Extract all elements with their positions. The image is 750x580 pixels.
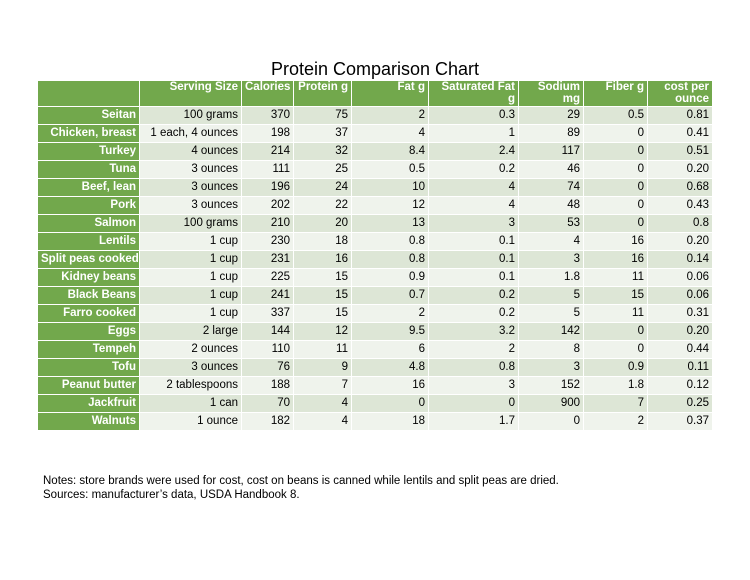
table-cell: 210 [242, 215, 294, 233]
table-cell: 15 [294, 305, 352, 323]
table-cell: 117 [519, 143, 584, 161]
table-cell: 0.5 [352, 161, 429, 179]
table-cell: 20 [294, 215, 352, 233]
table-cell: 0.9 [584, 359, 648, 377]
table-cell: 230 [242, 233, 294, 251]
table-cell: 15 [294, 287, 352, 305]
column-header [38, 81, 140, 107]
table-row [38, 143, 713, 161]
table-cell: 46 [519, 161, 584, 179]
table-row [38, 395, 713, 413]
table-cell: 2 tablespoons [140, 377, 242, 395]
table-cell: 152 [519, 377, 584, 395]
table-cell: 0.20 [648, 161, 713, 179]
row-header-cell: Tuna [38, 161, 140, 179]
row-header-cell: Black Beans [38, 287, 140, 305]
table-cell: 3 [519, 251, 584, 269]
table-cell: 3.2 [429, 323, 519, 341]
row-header-cell: Tofu [38, 359, 140, 377]
table-cell: 8 [519, 341, 584, 359]
row-header-cell: Jackfruit [38, 395, 140, 413]
table-cell: 2 [429, 341, 519, 359]
table-cell: 0.37 [648, 413, 713, 431]
table-cell: 0.25 [648, 395, 713, 413]
table-cell: 110 [242, 341, 294, 359]
table-cell: 74 [519, 179, 584, 197]
table-cell: 0.7 [352, 287, 429, 305]
table-cell: 10 [352, 179, 429, 197]
table-cell: 0 [584, 143, 648, 161]
table-cell: 1.8 [584, 377, 648, 395]
table-cell: 5 [519, 287, 584, 305]
table-cell: 0 [584, 323, 648, 341]
table-row [38, 197, 713, 215]
table-cell: 3 ounces [140, 179, 242, 197]
table-cell: 0 [429, 395, 519, 413]
table-cell: 0 [584, 125, 648, 143]
table-cell: 142 [519, 323, 584, 341]
table-cell: 3 [429, 215, 519, 233]
row-header-cell: Peanut butter [38, 377, 140, 395]
table-cell: 1 cup [140, 233, 242, 251]
table-row [38, 125, 713, 143]
table-cell: 4 [294, 395, 352, 413]
table-cell: 1 each, 4 ounces [140, 125, 242, 143]
table-cell: 4 [429, 197, 519, 215]
table-cell: 0.2 [429, 287, 519, 305]
table-cell: 0.2 [429, 161, 519, 179]
table-cell: 1 cup [140, 269, 242, 287]
table-cell: 0 [584, 341, 648, 359]
table-row [38, 215, 713, 233]
table-row [38, 161, 713, 179]
table-header-row [38, 81, 713, 107]
table-cell: 4 [519, 233, 584, 251]
table-cell: 1.7 [429, 413, 519, 431]
table-cell: 0.20 [648, 323, 713, 341]
table-cell: 11 [584, 305, 648, 323]
column-header: Fat g [352, 81, 429, 107]
table-cell: 0.06 [648, 287, 713, 305]
table-cell: 188 [242, 377, 294, 395]
column-header: Fiber g [584, 81, 648, 107]
table-cell: 0.81 [648, 107, 713, 125]
row-header-cell: Walnuts [38, 413, 140, 431]
table-row [38, 377, 713, 395]
table-cell: 0.1 [429, 251, 519, 269]
table-cell: 0.5 [584, 107, 648, 125]
table-cell: 1 cup [140, 287, 242, 305]
table-row [38, 413, 713, 431]
table-cell: 214 [242, 143, 294, 161]
column-header: Saturated Fat g [429, 81, 519, 107]
table-cell: 0 [519, 413, 584, 431]
table-row [38, 251, 713, 269]
table-body [38, 107, 713, 431]
table-cell: 1 cup [140, 305, 242, 323]
table-cell: 1.8 [519, 269, 584, 287]
table-cell: 1 can [140, 395, 242, 413]
table-cell: 3 ounces [140, 161, 242, 179]
table-cell: 75 [294, 107, 352, 125]
table-cell: 337 [242, 305, 294, 323]
table-cell: 0 [584, 215, 648, 233]
table-row [38, 179, 713, 197]
table-cell: 0.43 [648, 197, 713, 215]
table-row [38, 107, 713, 125]
table-cell: 0.9 [352, 269, 429, 287]
row-header-cell: Tempeh [38, 341, 140, 359]
table-cell: 0.1 [429, 269, 519, 287]
column-header: Protein g [294, 81, 352, 107]
table-cell: 0.31 [648, 305, 713, 323]
table-cell: 0.1 [429, 233, 519, 251]
table-cell: 18 [352, 413, 429, 431]
table-row [38, 287, 713, 305]
table-cell: 0.12 [648, 377, 713, 395]
table-cell: 0.8 [648, 215, 713, 233]
table-cell: 0 [584, 179, 648, 197]
table-cell: 12 [294, 323, 352, 341]
table-cell: 70 [242, 395, 294, 413]
table-cell: 0.8 [429, 359, 519, 377]
table-cell: 2 large [140, 323, 242, 341]
table-cell: 3 [519, 359, 584, 377]
table-cell: 16 [352, 377, 429, 395]
table-cell: 0.20 [648, 233, 713, 251]
table-cell: 24 [294, 179, 352, 197]
table-cell: 0.3 [429, 107, 519, 125]
table-cell: 29 [519, 107, 584, 125]
table-cell: 32 [294, 143, 352, 161]
table-cell: 0.14 [648, 251, 713, 269]
table-cell: 4 [429, 179, 519, 197]
row-header-cell: Seitan [38, 107, 140, 125]
table-cell: 0 [584, 197, 648, 215]
row-header-cell: Split peas cooked [38, 251, 140, 269]
table-cell: 8.4 [352, 143, 429, 161]
notes-block [43, 474, 559, 502]
row-header-cell: Lentils [38, 233, 140, 251]
table-cell: 11 [584, 269, 648, 287]
row-header-cell: Farro cooked [38, 305, 140, 323]
table-row [38, 269, 713, 287]
table-cell: 89 [519, 125, 584, 143]
table-cell: 9 [294, 359, 352, 377]
row-header-cell: Eggs [38, 323, 140, 341]
table-cell: 48 [519, 197, 584, 215]
table-row [38, 359, 713, 377]
table-cell: 6 [352, 341, 429, 359]
table-cell: 100 grams [140, 107, 242, 125]
table-cell: 900 [519, 395, 584, 413]
column-header: Serving Size [140, 81, 242, 107]
table-cell: 15 [584, 287, 648, 305]
table-cell: 13 [352, 215, 429, 233]
table-cell: 0.51 [648, 143, 713, 161]
table-cell: 53 [519, 215, 584, 233]
table-cell: 1 ounce [140, 413, 242, 431]
table-cell: 0.2 [429, 305, 519, 323]
column-header: cost per ounce [648, 81, 713, 107]
table-cell: 4 [352, 125, 429, 143]
table-cell: 0.06 [648, 269, 713, 287]
table-cell: 76 [242, 359, 294, 377]
table-cell: 18 [294, 233, 352, 251]
table-cell: 7 [294, 377, 352, 395]
table-cell: 111 [242, 161, 294, 179]
table-cell: 5 [519, 305, 584, 323]
table-row [38, 323, 713, 341]
table-cell: 370 [242, 107, 294, 125]
table-cell: 182 [242, 413, 294, 431]
table-cell: 241 [242, 287, 294, 305]
table-cell: 2 ounces [140, 341, 242, 359]
table-cell: 2 [352, 107, 429, 125]
table-cell: 0.44 [648, 341, 713, 359]
table-cell: 3 ounces [140, 197, 242, 215]
table-cell: 15 [294, 269, 352, 287]
table-cell: 231 [242, 251, 294, 269]
table-cell: 0.41 [648, 125, 713, 143]
column-header: Sodium mg [519, 81, 584, 107]
table-cell: 16 [584, 233, 648, 251]
table-cell: 12 [352, 197, 429, 215]
table-cell: 4 ounces [140, 143, 242, 161]
table-cell: 37 [294, 125, 352, 143]
table-cell: 2 [584, 413, 648, 431]
table-cell: 1 [429, 125, 519, 143]
chart-title: Protein Comparison Chart [270, 59, 480, 79]
table-cell: 196 [242, 179, 294, 197]
row-header-cell: Salmon [38, 215, 140, 233]
table-cell: 225 [242, 269, 294, 287]
table-cell: 0.8 [352, 233, 429, 251]
row-header-cell: Beef, lean [38, 179, 140, 197]
column-header: Calories [242, 81, 294, 107]
table-cell: 16 [584, 251, 648, 269]
notes-line: Notes: store brands were used for cost, cost on beans is canned while lentils and split peas are dried. [43, 475, 559, 487]
table-cell: 16 [294, 251, 352, 269]
table-cell: 25 [294, 161, 352, 179]
table-cell: 2.4 [429, 143, 519, 161]
table-cell: 3 [429, 377, 519, 395]
table-row [38, 341, 713, 359]
table-cell: 3 ounces [140, 359, 242, 377]
table-cell: 100 grams [140, 215, 242, 233]
table-cell: 0.8 [352, 251, 429, 269]
row-header-cell: Turkey [38, 143, 140, 161]
table-cell: 1 cup [140, 251, 242, 269]
table-cell: 0 [584, 161, 648, 179]
table-cell: 11 [294, 341, 352, 359]
table-cell: 0.11 [648, 359, 713, 377]
table-cell: 4 [294, 413, 352, 431]
table-cell: 0.68 [648, 179, 713, 197]
row-header-cell: Kidney beans [38, 269, 140, 287]
table-cell: 198 [242, 125, 294, 143]
table-cell: 9.5 [352, 323, 429, 341]
table-cell: 7 [584, 395, 648, 413]
table-row [38, 233, 713, 251]
table-cell: 4.8 [352, 359, 429, 377]
table-cell: 22 [294, 197, 352, 215]
table-cell: 0 [352, 395, 429, 413]
row-header-cell: Chicken, breast [38, 125, 140, 143]
protein-comparison-table [37, 80, 713, 431]
table-cell: 2 [352, 305, 429, 323]
table-cell: 202 [242, 197, 294, 215]
row-header-cell: Pork [38, 197, 140, 215]
table-cell: 144 [242, 323, 294, 341]
sources-line: Sources: manufacturer’s data, USDA Handbook 8. [43, 489, 300, 501]
table-row [38, 305, 713, 323]
